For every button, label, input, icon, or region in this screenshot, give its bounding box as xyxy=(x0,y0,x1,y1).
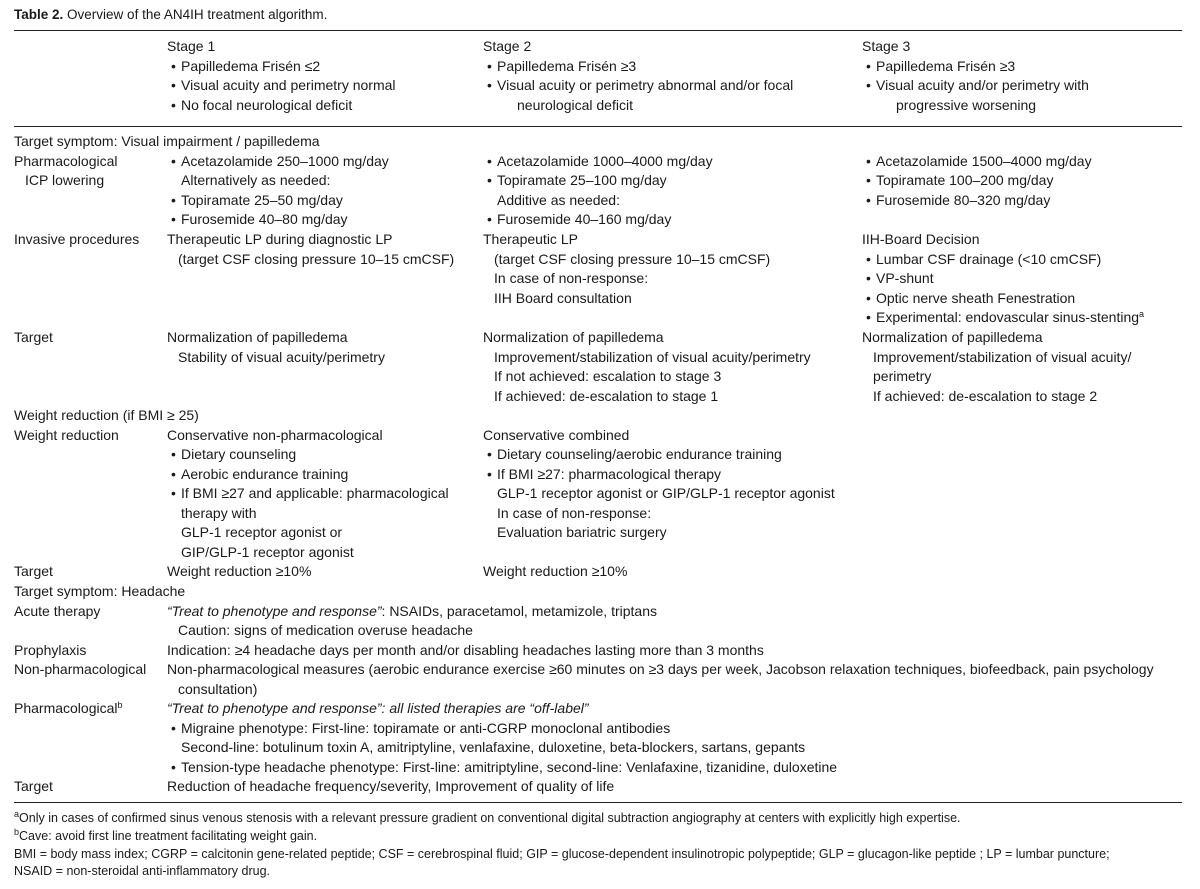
cell-line: • Tension-type headache phenotype: First-line: amitriptyline, second-line: Venlafaxine, tizanidine, duloxetine xyxy=(167,758,837,778)
cell-line: IIH-Board Decision xyxy=(862,231,980,247)
table-caption xyxy=(14,6,327,24)
footnote-mark-b: b xyxy=(117,700,123,710)
stage-1-title: Stage 1 xyxy=(167,38,216,54)
cell-line: Conservative combined xyxy=(483,426,630,443)
cell-line: Additive as needed: xyxy=(497,191,620,208)
pharm-icp-stage-3 xyxy=(862,152,1092,211)
cell-line: Improvement/stabilization of visual acuity/ xyxy=(873,348,1132,365)
target-visual-stage-3 xyxy=(862,328,1131,406)
cell-line: Normalization of papilledema xyxy=(862,329,1043,345)
cell-line: perimetry xyxy=(873,368,932,384)
cell-line: • Furosemide 80–320 mg/day xyxy=(862,191,1092,211)
row-label-nonpharm: Non-pharmacological xyxy=(14,661,147,677)
stage-1-header xyxy=(167,37,396,115)
row-label-line: ICP lowering xyxy=(25,172,105,188)
stage-3-criterion: • Papilledema Frisén ≥3 xyxy=(862,57,1089,77)
cell-line xyxy=(167,699,837,719)
cell-line: • Optic nerve sheath Fenestration xyxy=(862,289,1144,309)
prophylaxis-cell: Indication: ≥4 headache days per month and/or disabling headaches lasting more than 3 months xyxy=(167,641,764,658)
cell-line: Stability of visual acuity/perimetry xyxy=(178,348,385,365)
stage-2-criterion: • Visual acuity or perimetry abnormal and/or focal xyxy=(483,76,793,96)
footnote-text: Only in cases of confirmed sinus venous stenosis with a relevant pressure gradient on conventional digital subtraction angiography at centers with explicitly high expertise. xyxy=(19,811,961,825)
row-label-target-weight: Target xyxy=(14,563,53,579)
weight-stage-2 xyxy=(483,426,835,543)
stage-1-criterion: • Visual acuity and perimetry normal xyxy=(167,76,396,96)
section-headache: Target symptom: Headache xyxy=(14,583,186,599)
cell-line: consultation) xyxy=(178,680,258,697)
cell-line: Second-line: botulinum toxin A, amitriptyline, venlafaxine, duloxetine, beta-blockers, sartans, gepants xyxy=(181,739,806,755)
footnote-mark: a xyxy=(14,809,20,819)
row-label-weight: Weight reduction xyxy=(14,426,119,443)
cell-line: Caution: signs of medication overuse headache xyxy=(178,622,473,638)
top-rule xyxy=(14,30,1182,31)
cell-line: IIH Board consultation xyxy=(494,289,632,306)
cell-line: • Furosemide 40–160 mg/day xyxy=(483,210,713,230)
cell-line: • Lumbar CSF drainage (<10 cmCSF) xyxy=(862,250,1144,270)
cell-line xyxy=(862,308,1144,328)
cell-line: • Acetazolamide 1500–4000 mg/day xyxy=(862,152,1092,172)
cell-line: Normalization of papilledema xyxy=(483,329,664,345)
cell-line: • Acetazolamide 250–1000 mg/day xyxy=(167,152,389,172)
row-label-pharm-icp xyxy=(14,152,118,191)
stage-1-criterion: • Papilledema Frisén ≤2 xyxy=(167,57,396,77)
cell-line: Therapeutic LP xyxy=(483,231,578,247)
target-headache-cell: Reduction of headache frequency/severity, Improvement of quality of life xyxy=(167,778,615,794)
cell-line: Alternatively as needed: xyxy=(181,172,331,188)
row-label-text: Pharmacological xyxy=(14,700,118,716)
stage-3-title: Stage 3 xyxy=(862,38,911,54)
nonpharm-cell xyxy=(167,660,1154,699)
stage-2-criterion: • Papilledema Frisén ≥3 xyxy=(483,57,793,77)
section-visual: Target symptom: Visual impairment / papilledema xyxy=(14,133,320,149)
cell-line: Non-pharmacological measures (aerobic endurance exercise ≥60 minutes on ≥3 days per week, Jacobson relaxation techniques, biofeedback, pain psychology xyxy=(167,661,1154,677)
row-label-target-headache: Target xyxy=(14,778,53,794)
row-label-target-visual: Target xyxy=(14,329,53,345)
footnote-text: Cave: avoid first line treatment facilitating weight gain. xyxy=(19,829,318,843)
italic-phrase: “Treat to phenotype and response” xyxy=(167,602,382,619)
pharm-icp-stage-1 xyxy=(167,152,389,230)
cell-line: • If BMI ≥27: pharmacological therapy xyxy=(483,465,835,485)
row-label-invasive: Invasive procedures xyxy=(14,231,140,247)
cell-line: • VP-shunt xyxy=(862,269,1144,289)
abbreviations-line-2: NSAID = non-steroidal anti-inflammatory drug. xyxy=(14,864,271,878)
cell-line: If achieved: de-escalation to stage 1 xyxy=(494,387,719,404)
cell-line: • Migraine phenotype: First-line: topiramate or anti-CGRP monoclonal antibodies xyxy=(167,719,837,739)
cell-line: • Topiramate 25–50 mg/day xyxy=(167,191,389,211)
cell-text: : NSAIDs, paracetamol, metamizole, triptans xyxy=(381,602,657,619)
abbreviations-line-1: BMI = body mass index; CGRP = calcitonin gene-related peptide; CSF = cerebrospinal fluid; GIP = glucose-dependent insulinotropic polypeptide; GLP = glucagon-like peptide ; LP = lumbar puncture; xyxy=(14,847,1110,861)
target-visual-stage-2 xyxy=(483,328,811,406)
cell-line: If not achieved: escalation to stage 3 xyxy=(494,368,722,384)
stenting-text: Experimental: endovascular sinus-stenting xyxy=(876,309,1140,325)
target-weight-stage-2: Weight reduction ≥10% xyxy=(483,563,628,579)
section-weight: Weight reduction (if BMI ≥ 25) xyxy=(14,407,199,423)
footnote-a xyxy=(14,810,961,828)
cell-line: • Furosemide 40–80 mg/day xyxy=(167,210,389,230)
cell-line: In case of non-response: xyxy=(497,504,652,521)
cell-line: • Acetazolamide 1000–4000 mg/day xyxy=(483,152,713,172)
cell-line: Normalization of papilledema xyxy=(167,329,348,345)
stage-3-header xyxy=(862,37,1089,115)
cell-line: (target CSF closing pressure 10–15 cmCSF) xyxy=(494,250,771,267)
stage-3-criterion: • Visual acuity and/or perimetry with xyxy=(862,76,1089,96)
row-label-line: Pharmacological xyxy=(14,152,118,169)
stage-2-criterion-cont: neurological deficit xyxy=(517,96,633,113)
footnote-b xyxy=(14,828,317,846)
cell-line: GIP/GLP-1 receptor agonist xyxy=(181,543,354,560)
cell-line: (target CSF closing pressure 10–15 cmCSF) xyxy=(178,250,455,267)
cell-line: Conservative non-pharmacological xyxy=(167,426,383,443)
cell-line: GLP-1 receptor agonist or xyxy=(181,524,343,540)
stage-2-title: Stage 2 xyxy=(483,38,532,54)
stage-1-criterion: • No focal neurological deficit xyxy=(167,96,396,116)
cell-line: therapy with xyxy=(181,504,257,521)
row-label-acute: Acute therapy xyxy=(14,602,101,619)
italic-phrase: all listed therapies are “off-label” xyxy=(389,700,589,716)
footnote-mark: b xyxy=(14,827,20,837)
pharm-headache-cell xyxy=(167,699,837,777)
bottom-rule xyxy=(14,802,1182,803)
cell-text: : xyxy=(381,700,390,716)
stage-2-header xyxy=(483,37,793,115)
stage-3-criterion-cont: progressive worsening xyxy=(896,96,1037,113)
weight-stage-1 xyxy=(167,426,449,563)
cell-line: Improvement/stabilization of visual acuity/perimetry xyxy=(494,348,811,365)
target-visual-stage-1 xyxy=(167,328,385,367)
invasive-stage-2 xyxy=(483,230,770,308)
cell-line xyxy=(167,602,657,622)
header-rule xyxy=(14,126,1182,127)
caption-title: Overview of the AN4IH treatment algorithm. xyxy=(67,7,328,22)
invasive-stage-3 xyxy=(862,230,1144,328)
cell-line: In case of non-response: xyxy=(494,270,649,286)
italic-phrase: “Treat to phenotype and response” xyxy=(167,700,382,716)
acute-therapy-cell xyxy=(167,602,657,641)
cell-line: • Topiramate 100–200 mg/day xyxy=(862,171,1092,191)
cell-line: • Topiramate 25–100 mg/day xyxy=(483,171,713,191)
cell-line: If achieved: de-escalation to stage 2 xyxy=(873,387,1098,404)
cell-line: • Aerobic endurance training xyxy=(167,465,449,485)
invasive-stage-1 xyxy=(167,230,454,269)
footnote-mark-a: a xyxy=(1139,309,1145,319)
cell-line: • Dietary counseling xyxy=(167,445,449,465)
cell-line: Therapeutic LP during diagnostic LP xyxy=(167,231,393,247)
pharm-icp-stage-2 xyxy=(483,152,713,230)
cell-line: • Dietary counseling/aerobic endurance training xyxy=(483,445,835,465)
cell-line: • If BMI ≥27 and applicable: pharmacological xyxy=(167,484,449,504)
cell-line: GLP-1 receptor agonist or GIP/GLP-1 receptor agonist xyxy=(497,485,835,501)
row-label-pharm-headache xyxy=(14,699,123,719)
caption-label: Table 2. xyxy=(14,7,64,22)
cell-line: Evaluation bariatric surgery xyxy=(497,524,667,540)
target-weight-stage-1: Weight reduction ≥10% xyxy=(167,563,312,579)
row-label-prophylaxis: Prophylaxis xyxy=(14,641,87,658)
